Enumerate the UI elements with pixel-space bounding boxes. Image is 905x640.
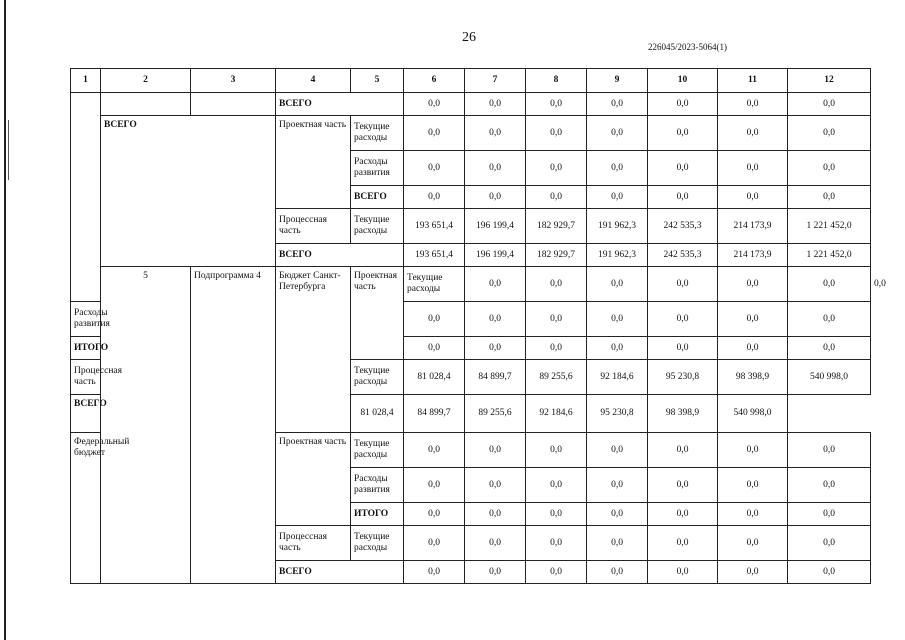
table-cell: 0,0 xyxy=(587,116,648,151)
row-label: ИТОГО xyxy=(71,337,101,360)
table-cell: 0,0 xyxy=(526,151,587,186)
table-cell: 182 929,7 xyxy=(526,209,587,244)
column-header: 8 xyxy=(526,69,587,93)
scan-edge-mark xyxy=(4,0,6,640)
page-number: 26 xyxy=(462,30,476,45)
expense-type: Расходы развития xyxy=(71,302,101,337)
table-cell: 89 255,6 xyxy=(526,360,587,395)
table-cell: 0,0 xyxy=(404,151,465,186)
table-cell: 0,0 xyxy=(648,468,718,503)
table-cell xyxy=(71,93,101,302)
table-cell: 540 998,0 xyxy=(718,395,788,433)
table-cell: 98 398,9 xyxy=(718,360,788,395)
table-cell: 0,0 xyxy=(404,561,465,584)
table-cell: 0,0 xyxy=(465,186,526,209)
table-cell: 0,0 xyxy=(788,337,871,360)
table-cell: 0,0 xyxy=(404,526,465,561)
table-cell: 0,0 xyxy=(788,468,871,503)
expense-type: Расходы развития xyxy=(351,151,404,186)
table-cell: 0,0 xyxy=(465,433,526,468)
table-cell: 0,0 xyxy=(404,503,465,526)
table-cell: 540 998,0 xyxy=(788,360,871,395)
expense-type: Текущие расходы xyxy=(351,433,404,468)
table-cell: 0,0 xyxy=(465,93,526,116)
table-cell: 0,0 xyxy=(718,186,788,209)
table-cell: 0,0 xyxy=(718,503,788,526)
table-cell: 0,0 xyxy=(648,151,718,186)
table-cell: 196 199,4 xyxy=(465,209,526,244)
expense-type: Текущие расходы xyxy=(351,360,404,395)
table-cell: 242 535,3 xyxy=(648,209,718,244)
table-cell: 0,0 xyxy=(587,151,648,186)
row-label: ВСЕГО xyxy=(351,186,404,209)
table-cell: 0,0 xyxy=(587,561,648,584)
table-cell: 0,0 xyxy=(465,561,526,584)
row-label: ВСЕГО xyxy=(276,93,404,116)
column-header: 11 xyxy=(718,69,788,93)
table-cell: 0,0 xyxy=(526,337,587,360)
table-cell: 0,0 xyxy=(648,433,718,468)
table-cell: 0,0 xyxy=(404,337,465,360)
table-cell: 0,0 xyxy=(718,93,788,116)
table-cell: 0,0 xyxy=(788,503,871,526)
table-cell: 0,0 xyxy=(587,503,648,526)
row-label: ВСЕГО xyxy=(71,395,191,433)
scan-edge-mark xyxy=(8,120,9,180)
table-cell: 0,0 xyxy=(718,561,788,584)
table-cell: 0,0 xyxy=(718,302,788,337)
part-label: Проектная часть xyxy=(276,116,351,209)
table-cell: 0,0 xyxy=(587,93,648,116)
table-cell: 0,0 xyxy=(587,526,648,561)
column-header: 6 xyxy=(404,69,465,93)
table-cell: 0,0 xyxy=(788,433,871,468)
table-row: 5 Подпрограмма 4 Бюджет Санкт-Петербурга Проектная часть Текущие расходы 0,0 0,0 0,0 0,0 0,0 0,0 0,0 xyxy=(71,267,871,302)
expense-type: Текущие расходы xyxy=(351,209,404,244)
table-cell: 0,0 xyxy=(526,433,587,468)
table-cell: 0,0 xyxy=(648,116,718,151)
table-cell: 242 535,3 xyxy=(648,244,718,267)
table-cell: 0,0 xyxy=(404,433,465,468)
table-cell: 81 028,4 xyxy=(404,360,465,395)
table-cell: 0,0 xyxy=(465,302,526,337)
table-cell: 0,0 xyxy=(404,186,465,209)
table-cell: 0,0 xyxy=(648,337,718,360)
row-label: ВСЕГО xyxy=(276,244,404,267)
table-cell: 0,0 xyxy=(465,526,526,561)
table-cell: 0,0 xyxy=(648,503,718,526)
table-cell: 0,0 xyxy=(587,337,648,360)
table-cell: 0,0 xyxy=(526,468,587,503)
table-cell: 84 899,7 xyxy=(404,395,465,433)
column-header: 3 xyxy=(191,69,276,93)
row-label: ИТОГО xyxy=(351,503,404,526)
table-cell: 0,0 xyxy=(718,337,788,360)
expense-type: Текущие расходы xyxy=(404,267,465,302)
table-cell: 0,0 xyxy=(465,503,526,526)
table-cell: 0,0 xyxy=(465,468,526,503)
budget-source: Бюджет Санкт-Петербурга xyxy=(276,267,351,433)
table-cell: 84 899,7 xyxy=(465,360,526,395)
document-id: 226045/2023-5064(1) xyxy=(648,42,727,52)
table-cell: 0,0 xyxy=(718,433,788,468)
table-cell: 196 199,4 xyxy=(465,244,526,267)
expense-type: Текущие расходы xyxy=(351,526,404,561)
table-cell: 0,0 xyxy=(648,526,718,561)
table-cell: 191 962,3 xyxy=(587,209,648,244)
column-header: 4 xyxy=(276,69,351,93)
table-cell xyxy=(101,93,191,116)
column-header: 1 xyxy=(71,69,101,93)
table-cell: 182 929,7 xyxy=(526,244,587,267)
table-cell: 0,0 xyxy=(788,116,871,151)
table-cell: 0,0 xyxy=(788,526,871,561)
column-header: 5 xyxy=(351,69,404,93)
table-cell: 0,0 xyxy=(788,151,871,186)
table-cell: 0,0 xyxy=(788,93,871,116)
column-header: 9 xyxy=(587,69,648,93)
table-cell: 0,0 xyxy=(587,433,648,468)
table-cell: 92 184,6 xyxy=(587,360,648,395)
table-cell: 191 962,3 xyxy=(587,244,648,267)
table-cell: 0,0 xyxy=(465,151,526,186)
table-cell: 0,0 xyxy=(788,267,871,302)
expense-type: Текущие расходы xyxy=(351,116,404,151)
table-cell: 95 230,8 xyxy=(587,395,648,433)
table-cell: 0,0 xyxy=(404,93,465,116)
column-header: 10 xyxy=(648,69,718,93)
subprogram-name: Подпрограмма 4 xyxy=(191,267,276,584)
table-cell: 0,0 xyxy=(718,468,788,503)
part-label: Проектная часть xyxy=(351,267,404,360)
table-cell: 98 398,9 xyxy=(648,395,718,433)
budget-table xyxy=(70,68,886,584)
block-label: ВСЕГО xyxy=(101,116,276,267)
part-label: Процессная часть xyxy=(71,360,101,395)
table-cell: 0,0 xyxy=(465,267,526,302)
table-cell: 0,0 xyxy=(718,267,788,302)
table-row xyxy=(71,93,871,116)
table-cell: 0,0 xyxy=(648,302,718,337)
table-cell: 0,0 xyxy=(587,186,648,209)
table-cell: 0,0 xyxy=(648,267,718,302)
table-cell: 1 221 452,0 xyxy=(788,244,871,267)
table-cell: 0,0 xyxy=(718,151,788,186)
table-cell: 214 173,9 xyxy=(718,244,788,267)
table-cell: 0,0 xyxy=(788,302,871,337)
table-cell: 0,0 xyxy=(648,186,718,209)
table-cell: 0,0 xyxy=(788,186,871,209)
table-cell: 0,0 xyxy=(718,526,788,561)
table-cell: 0,0 xyxy=(404,116,465,151)
table-cell: 0,0 xyxy=(526,93,587,116)
table-cell: 193 651,4 xyxy=(404,244,465,267)
table-cell: 0,0 xyxy=(526,116,587,151)
table-row xyxy=(71,116,871,151)
table-cell: 0,0 xyxy=(404,302,465,337)
table-cell: 0,0 xyxy=(526,526,587,561)
table-cell: 0,0 xyxy=(648,93,718,116)
row-number: 5 xyxy=(101,267,191,584)
column-header: 7 xyxy=(465,69,526,93)
column-header: 12 xyxy=(788,69,871,93)
column-header: 2 xyxy=(101,69,191,93)
table-cell: 95 230,8 xyxy=(648,360,718,395)
table-cell: 0,0 xyxy=(526,503,587,526)
table-cell: 92 184,6 xyxy=(526,395,587,433)
expense-type: Расходы развития xyxy=(351,468,404,503)
table-cell: 0,0 xyxy=(587,267,648,302)
table-cell: 0,0 xyxy=(526,186,587,209)
header-row xyxy=(71,69,871,93)
table-cell: 0,0 xyxy=(788,561,871,584)
table-cell: 0,0 xyxy=(587,302,648,337)
table-cell: 0,0 xyxy=(404,468,465,503)
part-label: Проектная часть xyxy=(276,433,351,526)
table-cell: 0,0 xyxy=(718,116,788,151)
table-cell: 81 028,4 xyxy=(351,395,404,433)
table-cell: 0,0 xyxy=(526,561,587,584)
part-label: Процессная часть xyxy=(276,526,351,561)
table-cell: 0,0 xyxy=(465,116,526,151)
table-cell: 1 221 452,0 xyxy=(788,209,871,244)
table-cell: 214 173,9 xyxy=(718,209,788,244)
row-label: ВСЕГО xyxy=(276,561,404,584)
table-cell: 89 255,6 xyxy=(465,395,526,433)
table-cell: 0,0 xyxy=(648,561,718,584)
budget-source: Федеральный бюджет xyxy=(71,433,101,584)
table-cell: 0,0 xyxy=(526,302,587,337)
table-cell xyxy=(191,93,276,116)
table-cell: 0,0 xyxy=(526,267,587,302)
table-cell: 0,0 xyxy=(465,337,526,360)
part-label: Процессная часть xyxy=(276,209,351,244)
table-cell: 0,0 xyxy=(587,468,648,503)
table-cell: 193 651,4 xyxy=(404,209,465,244)
